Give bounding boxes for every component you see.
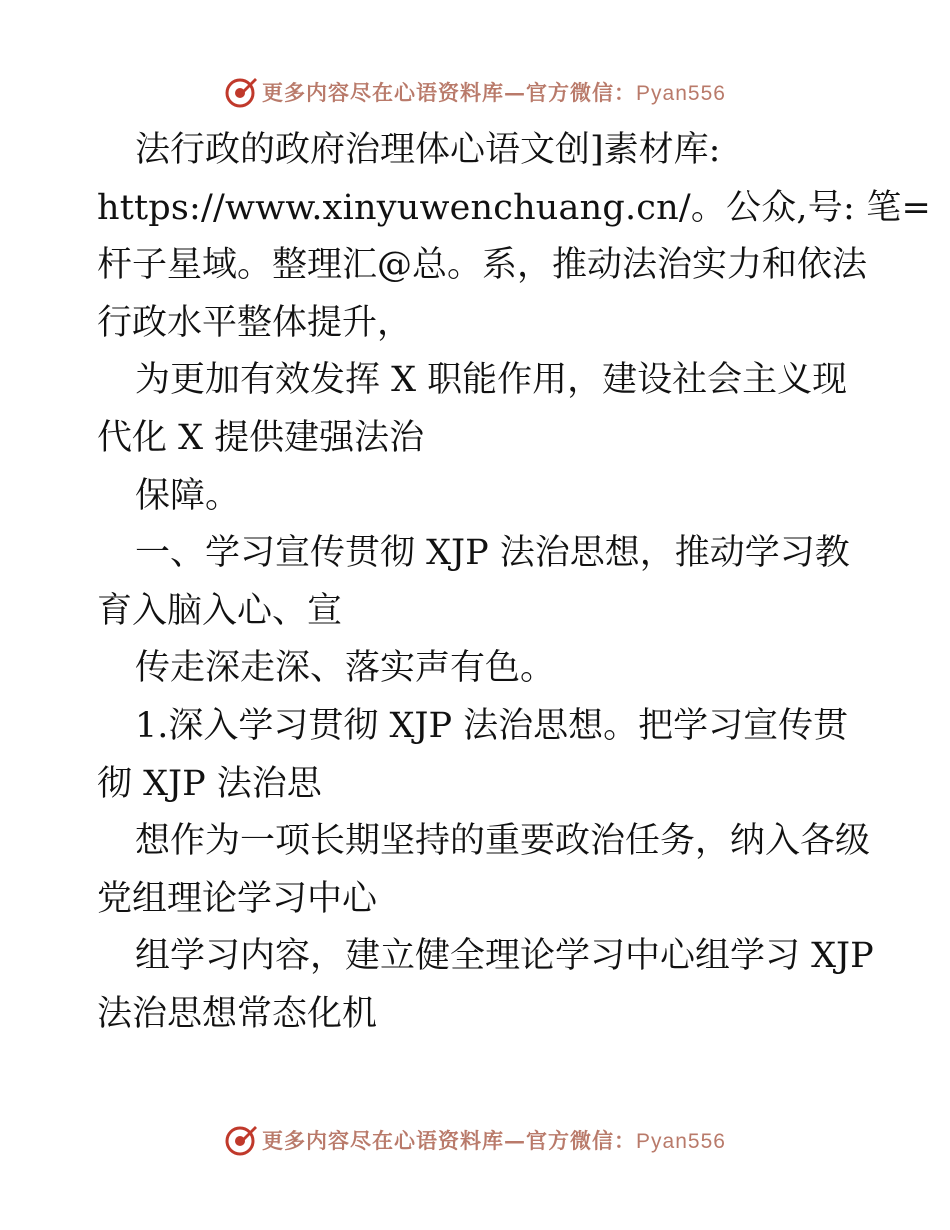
wechat-id: Pyan556 [636, 1130, 726, 1153]
text-line: https://www.xinyuwenchuang.cn/。公众,号: 笔= [97, 187, 931, 228]
text-line: 法行政的政府治理体心语文创]素材库: [135, 130, 721, 170]
text-line: 党组理论学习中心 [97, 878, 378, 919]
pen-logo-icon [224, 75, 258, 109]
text-line: 保障。 [135, 475, 241, 516]
footer-banner [0, 1120, 950, 1160]
text-line: 行政水平整体提升， [97, 302, 413, 343]
banner-text: 更多内容尽在心语资料库—官方微信：Pyan556 [262, 1128, 726, 1153]
wechat-id: Pyan556 [636, 82, 726, 105]
document-body [97, 122, 931, 1044]
text-line: 法治思想常态化机 [97, 993, 378, 1034]
text-line: 为更加有效发挥 X 职能作用，建设社会主义现 [135, 360, 848, 401]
text-line: 彻 XJP 法治思 [97, 763, 322, 804]
text-line: 组学习内容，建立健全理论学习中心组学习 XJP [135, 936, 874, 977]
text-line: 传走深走深、落实声有色。 [135, 648, 556, 689]
text-line: 一、学习宣传贯彻 XJP 法治思想，推动学习教 [135, 533, 850, 574]
banner-text: 更多内容尽在心语资料库—官方微信：Pyan556 [262, 80, 726, 105]
text-line: 杆子星域。整理汇@总。系，推动法治实力和依法 [97, 245, 868, 286]
text-line: 想作为一项长期坚持的重要政治任务，纳入各级 [135, 821, 871, 862]
text-line: 代化 X 提供建强法治 [97, 417, 425, 458]
header-banner [0, 72, 950, 112]
pen-logo-icon [224, 1123, 258, 1157]
text-line: 1.深入学习贯彻 XJP 法治思想。把学习宣传贯 [135, 705, 849, 746]
text-line: 育入脑入心、宣 [97, 590, 343, 631]
